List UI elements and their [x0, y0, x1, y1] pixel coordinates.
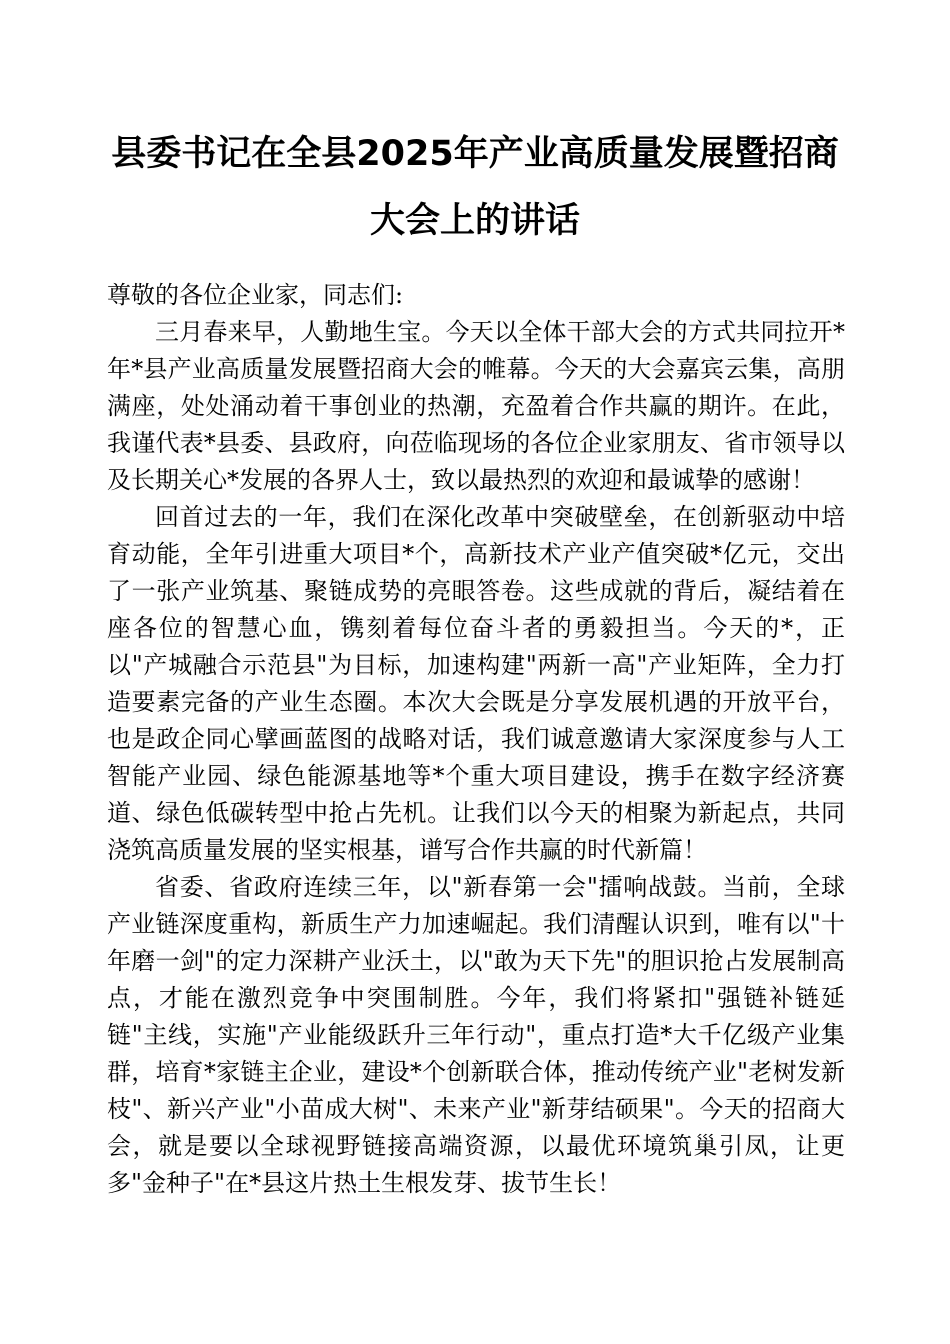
document-title-line-2: 大会上的讲话	[369, 201, 580, 241]
document-title-line-1: 县委书记在全县2025年产业高质量发展暨招商	[111, 134, 839, 174]
paragraph-outlook: 省委、省政府连续三年，以"新春第一会"擂响战鼓。当前，全球产业链深度重构，新质生产力加速崛起。我们清醒认识到，唯有以"十年磨一剑"的定力深耕产业沃土，以"敢为天下先"的胆识抢占发展制高点，才能在激烈竞争中突围制胜。今年，我们将紧扣"强链补链延链"主线，实施"产业能级跃升三年行动"，重点打造*大千亿级产业集群，培育*家链主企业，建设*个创新联合体，推动传统产业"老树发新枝"、新兴产业"小苗成大树"、未来产业"新芽结硕果"。今天的招商大会，就是要以全球视野链接高端资源，以最优环境筑巢引凤，让更多"金种子"在*县这片热土生根发芽、拔节生长！	[107, 873, 845, 1197]
document-body	[107, 277, 845, 1202]
paragraph-opening: 三月春来早，人勤地生宝。今天以全体干部大会的方式共同拉开*年*县产业高质量发展暨招商大会的帷幕。今天的大会嘉宾云集，高朋满座，处处涌动着干事创业的热潮，充盈着合作共赢的期许。在此，我谨代表*县委、县政府，向莅临现场的各位企业家朋友、省市领导以及长期关心*发展的各界人士，致以最热烈的欢迎和最诚挚的感谢！	[107, 318, 845, 494]
paragraph-review: 回首过去的一年，我们在深化改革中突破壁垒，在创新驱动中培育动能，全年引进重大项目*个，高新技术产业产值突破*亿元，交出了一张产业筑基、聚链成势的亮眼答卷。这些成就的背后，凝结着在座各位的智慧心血，镌刻着每位奋斗者的勇毅担当。今天的*，正以"产城融合示范县"为目标，加速构建"两新一高"产业矩阵，全力打造要素完备的产业生态圈。本次大会既是分享发展机遇的开放平台，也是政企同心擘画蓝图的战略对话，我们诚意邀请大家深度参与人工智能产业园、绿色能源基地等*个重大项目建设，携手在数字经济赛道、绿色低碳转型中抢占先机。让我们以今天的相聚为新起点，共同浇筑高质量发展的坚实根基，谱写合作共赢的时代新篇！	[107, 503, 845, 864]
salutation: 尊敬的各位企业家，同志们:	[107, 281, 404, 309]
